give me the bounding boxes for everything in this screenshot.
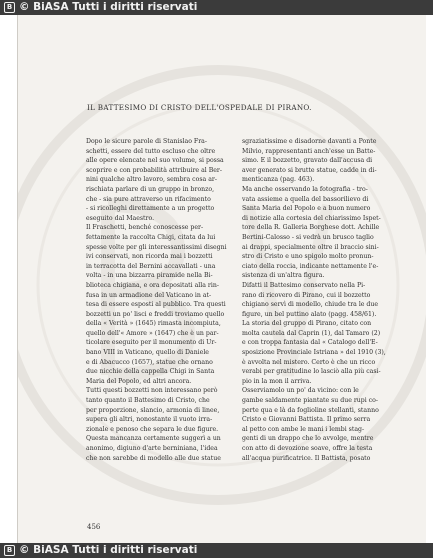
text-line: che - sia pure attraverso un rifacimento [86, 195, 211, 203]
text-line: è avvolta nel mistero. Certo è che un ricco [242, 358, 376, 366]
text-line: gambe saldamente piantate su due rupi co- [242, 397, 378, 405]
text-line: - si ricolleghi direttamente a un progetto [86, 205, 215, 213]
text-line: ai drappi, specialmente oltre il braccio sini- [242, 243, 379, 251]
text-line: ciato della roccia, indicante nettamente l'e- [242, 262, 379, 270]
text-line: della « Verità » (1645) rimasta incompiuta, [86, 320, 221, 328]
text-line: tore della R. Galleria Borghese dott. Achille [242, 224, 380, 232]
text-line: volta - in una bizzarra piramide nella Bi- [86, 272, 213, 280]
text-line: zionale e penoso che separa le due figure. [86, 425, 219, 433]
text-line: molta cautela dal Caprin (1), dal Tamaro (2) [242, 329, 381, 337]
text-line: aver generato si brutte statue, cadde in di- [242, 166, 377, 174]
text-line: tanto quanto il Battesimo di Cristo, che [86, 397, 210, 405]
text-line: rano di ricovero di Pirano, cui il bozzetto [242, 291, 371, 299]
bottom-banner-text: © BiASA Tutti i diritti riservati [19, 544, 198, 556]
text-line: genti di un drappo che lo avvolge, mentre [242, 435, 374, 443]
text-line: perte qua e là da foglioline stellanti, stanno [242, 406, 379, 414]
text-line: in terracotta del Bernini accavallati - una [86, 262, 216, 270]
section-title: IL BATTESIMO DI CRISTO DELL'OSPEDALE DI PIRANO. [87, 103, 312, 112]
text-line: sistenza di un'altra figura. [242, 272, 325, 280]
text-line: menticanza (pag. 463). [242, 176, 315, 184]
text-line: ticolare eseguito per il monumento di Ur- [86, 339, 217, 347]
text-line: scoprire e con probabilità attribuire al Ber- [86, 166, 222, 174]
text-line: che non sarebbe di modello alle due statue [86, 454, 221, 462]
text-line: Tutti questi bozzetti non interessano però [86, 387, 218, 395]
text-line: Difatti il Battesimo conservato nella Pi- [242, 281, 366, 289]
text-line: pio in la mon il arriva. [242, 377, 312, 385]
text-line: spesse volte per gli interessantissimi disegni [86, 243, 227, 251]
text-line: due nicchie della cappella Chigi in Santa [86, 368, 215, 376]
text-line: di notizie alla cortesia del chiarissimo Ispet- [242, 214, 381, 222]
right-text-column [242, 137, 392, 463]
text-line: fettamente la raccolta Chigi, citata da lui [86, 233, 216, 241]
text-line: vata assieme a quella del bassorilievo di [242, 195, 369, 203]
text-line: bozzetti un po' lisci e freddi troviamo quello [86, 310, 225, 318]
scanned-page [17, 15, 426, 543]
left-text-column [86, 137, 238, 463]
page-number: 456 [87, 523, 101, 531]
biasa-logo-icon: B [4, 2, 15, 13]
text-line: e con troppa fantasia dal « Catalogo dell'E- [242, 339, 378, 347]
text-line: Questa mancanza certamente suggerì a un [86, 435, 221, 443]
text-line: fusa in un armadione del Vaticano in at- [86, 291, 212, 299]
biasa-logo-icon: B [4, 545, 15, 556]
text-line: Cristo e Giovanni Battista. Il primo serra [242, 416, 371, 424]
text-line: schetti, essere del tutto escluso che oltre [86, 147, 216, 155]
bottom-watermark-banner [0, 543, 433, 558]
text-line: con atto di devozione soave, offre la testa [242, 445, 373, 452]
text-line: stro di Cristo e uno spigolo molto pronun- [242, 253, 374, 261]
text-line: Dopo le sicure parole di Stanislao Fra- [86, 138, 207, 145]
text-line: Il Fraschetti, benché conoscesse per- [86, 224, 204, 232]
text-line: simo. E il bozzetto, gravato dall'accusa di [242, 157, 373, 165]
text-line: Bertini-Calosso - si vedrà un brusco taglio [242, 233, 374, 241]
text-line: blioteca chigiana, e ora depositati alla rin- [86, 281, 219, 289]
text-line: anonimo, digiuno d'arte berniniana, l'idea [86, 445, 218, 452]
text-line: Osserviamolo un po' da vicino: con le [242, 387, 359, 395]
text-line: nini qualche altro lavoro, sembra cosa ar- [86, 176, 217, 184]
text-line: La storia del gruppo di Pirano, citato con [242, 320, 372, 328]
text-line: al petto con ambe le mani i lembi stag- [242, 425, 365, 433]
text-line: rischiata parlare di un gruppo in bronzo, [86, 185, 215, 193]
text-line: verabi per gratitudine lo lasciò alla più casi- [242, 368, 381, 376]
text-line: Milvio, rappresentanti anch'esse un Batte- [242, 147, 376, 155]
text-line: all'acqua purificatrice. Il Battista, posato [242, 454, 371, 462]
text-line: Maria del Popolo, ed altri ancora. [86, 377, 192, 385]
text-line: bano VIII in Vaticano, quello di Daniele [86, 349, 209, 357]
text-line: supera gli altri, nonostante il vuoto irra- [86, 416, 213, 424]
top-banner-text: © BiASA Tutti i diritti riservati [19, 1, 198, 13]
text-line: Ma anche osservando la fotografia - tro- [242, 185, 368, 193]
text-line: eseguito dal Maestro. [86, 214, 155, 222]
top-watermark-banner [0, 0, 433, 15]
text-line: sposizione Provinciale Istriana » del 1910 (3), [242, 349, 386, 357]
text-line: figure, un bel puttino alato (pagg. 458/61). [242, 310, 377, 318]
text-line: ivi conservati, non ricorda mai i bozzetti [86, 253, 213, 261]
text-line: e di Abacucco (1657), statue che ornano [86, 358, 213, 366]
text-line: per proporzione, slancio, armonia di linee, [86, 406, 220, 414]
text-line: chigiano servì di modello, chiude tra le due [242, 301, 379, 309]
text-line: tesa di essere esposti al pubblico. Tra questi [86, 301, 226, 309]
text-line: quello dell'« Amore » (1647) che è un par- [86, 329, 219, 337]
text-line: sgraziatissime e disadorne davanti a Ponte [242, 138, 377, 145]
text-line: alle opere elencate nel suo volume, si possa [86, 157, 224, 165]
text-line: Santa Maria del Popolo e a buon numero [242, 205, 371, 213]
